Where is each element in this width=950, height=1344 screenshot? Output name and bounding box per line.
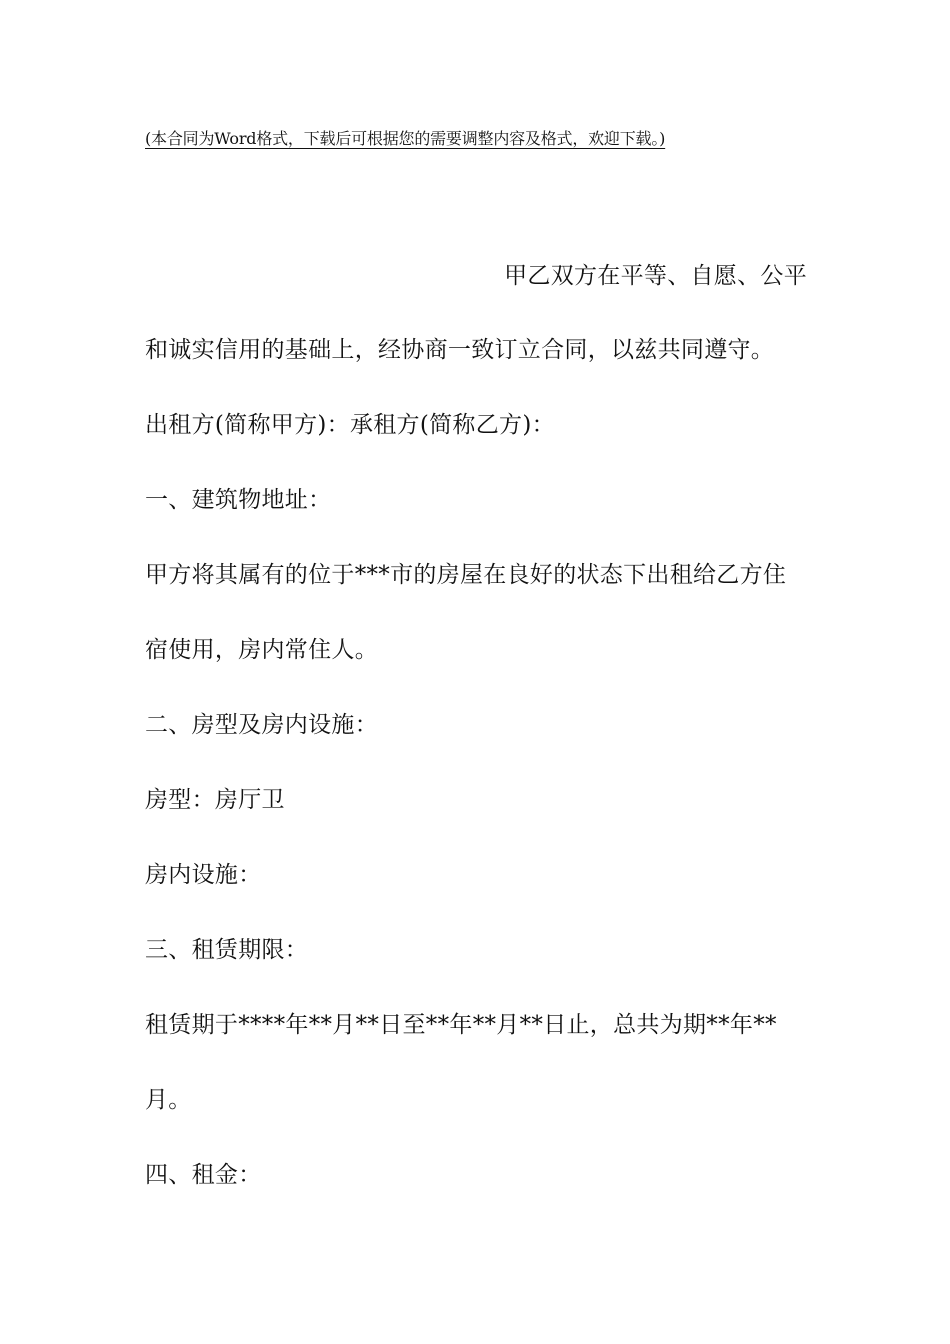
- room-type-line: 房型：房厅卫: [145, 787, 285, 813]
- parties-line: 出租方(简称甲方)：承租方(简称乙方)：: [145, 412, 555, 438]
- section-heading-rent: 四、租金：: [145, 1162, 262, 1188]
- intro-line-1: 甲乙双方在平等、自愿、公平: [504, 263, 807, 289]
- section-heading-address: 一、建筑物地址：: [145, 487, 332, 513]
- section-heading-term: 三、租赁期限：: [145, 937, 309, 963]
- term-text-line-1: 租赁期于****年**月**日至**年**月**日止，总共为期**年**: [145, 1012, 777, 1038]
- room-facilities-line: 房内设施：: [145, 862, 262, 888]
- address-text-line-2: 宿使用，房内常住人。: [145, 637, 378, 663]
- term-text-line-2: 月。: [145, 1087, 192, 1113]
- address-text-line-1: 甲方将其属有的位于***市的房屋在良好的状态下出租给乙方住: [145, 562, 787, 588]
- download-notice: (本合同为Word格式，下载后可根据您的需要调整内容及格式，欢迎下载。): [145, 129, 666, 148]
- section-heading-room: 二、房型及房内设施：: [145, 712, 378, 738]
- intro-line-2: 和诚实信用的基础上，经协商一致订立合同，以兹共同遵守。: [145, 337, 775, 363]
